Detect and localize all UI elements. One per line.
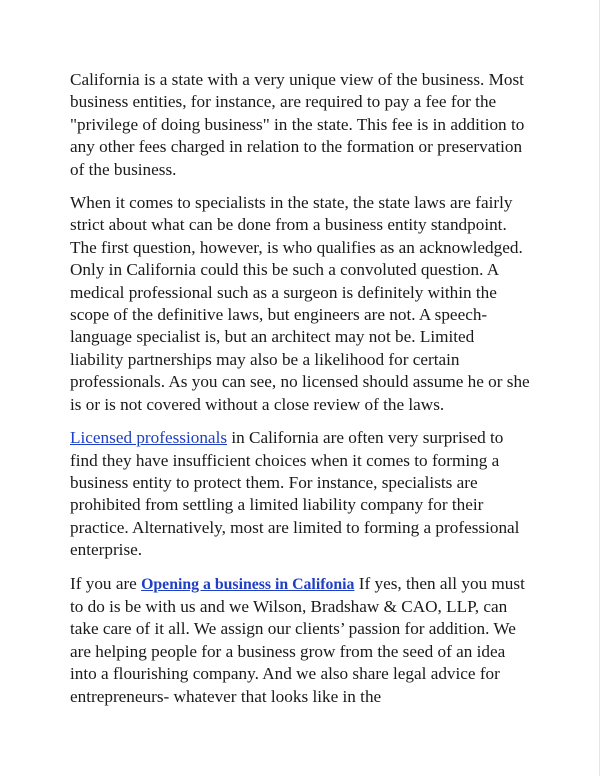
licensed-professionals-link[interactable]: Licensed professionals: [70, 428, 228, 448]
document-body: [70, 69, 532, 719]
paragraph-licensed: [70, 427, 532, 561]
paragraph-licensed-text: in California are often very surprised to find they have insufficient choices when it comes to forming a business entity to protect them. For instance, specialists are prohibited from settling a limited liability company for their practice. Alternatively, most are limited to forming a professional enterprise.: [70, 428, 520, 560]
paragraph-opening: [70, 573, 532, 708]
opening-business-link[interactable]: Opening a business in Califonia: [141, 575, 355, 593]
paragraph-specialists: When it comes to specialists in the state, the state laws are fairly strict about what can be done from a business entity standpoint. The first question, however, is who qualifies as an acknowledged. Only in California could this be such a convoluted question. A medical professional such as a surgeon is definitely within the scope of the definitive laws, but engineers are not. A speech-language specialist is, but an architect may not be. Limited liability partnerships may also be a likelihood for certain professionals. As you can see, no licensed should assume he or she is or is not covered without a close review of the laws.: [70, 193, 530, 414]
paragraph-intro: California is a state with a very unique view of the business. Most business entities, for instance, are required to pay a fee for the "privilege of doing business" in the state. This fee is in addition to any other fees charged in relation to the formation or preservation of the business.: [70, 70, 525, 179]
paragraph-opening-text: If yes, then all you must to do is be with us and we Wilson, Bradshaw & CAO, LLP, can take care of it all. We assign our clients’ passion for addition. We are helping people for a business grow from the seed of an idea into a flourishing company. And we also share legal advice for entrepreneurs- whatever that looks like in the: [70, 573, 525, 706]
paragraph-opening-lead: If you are: [70, 573, 142, 593]
